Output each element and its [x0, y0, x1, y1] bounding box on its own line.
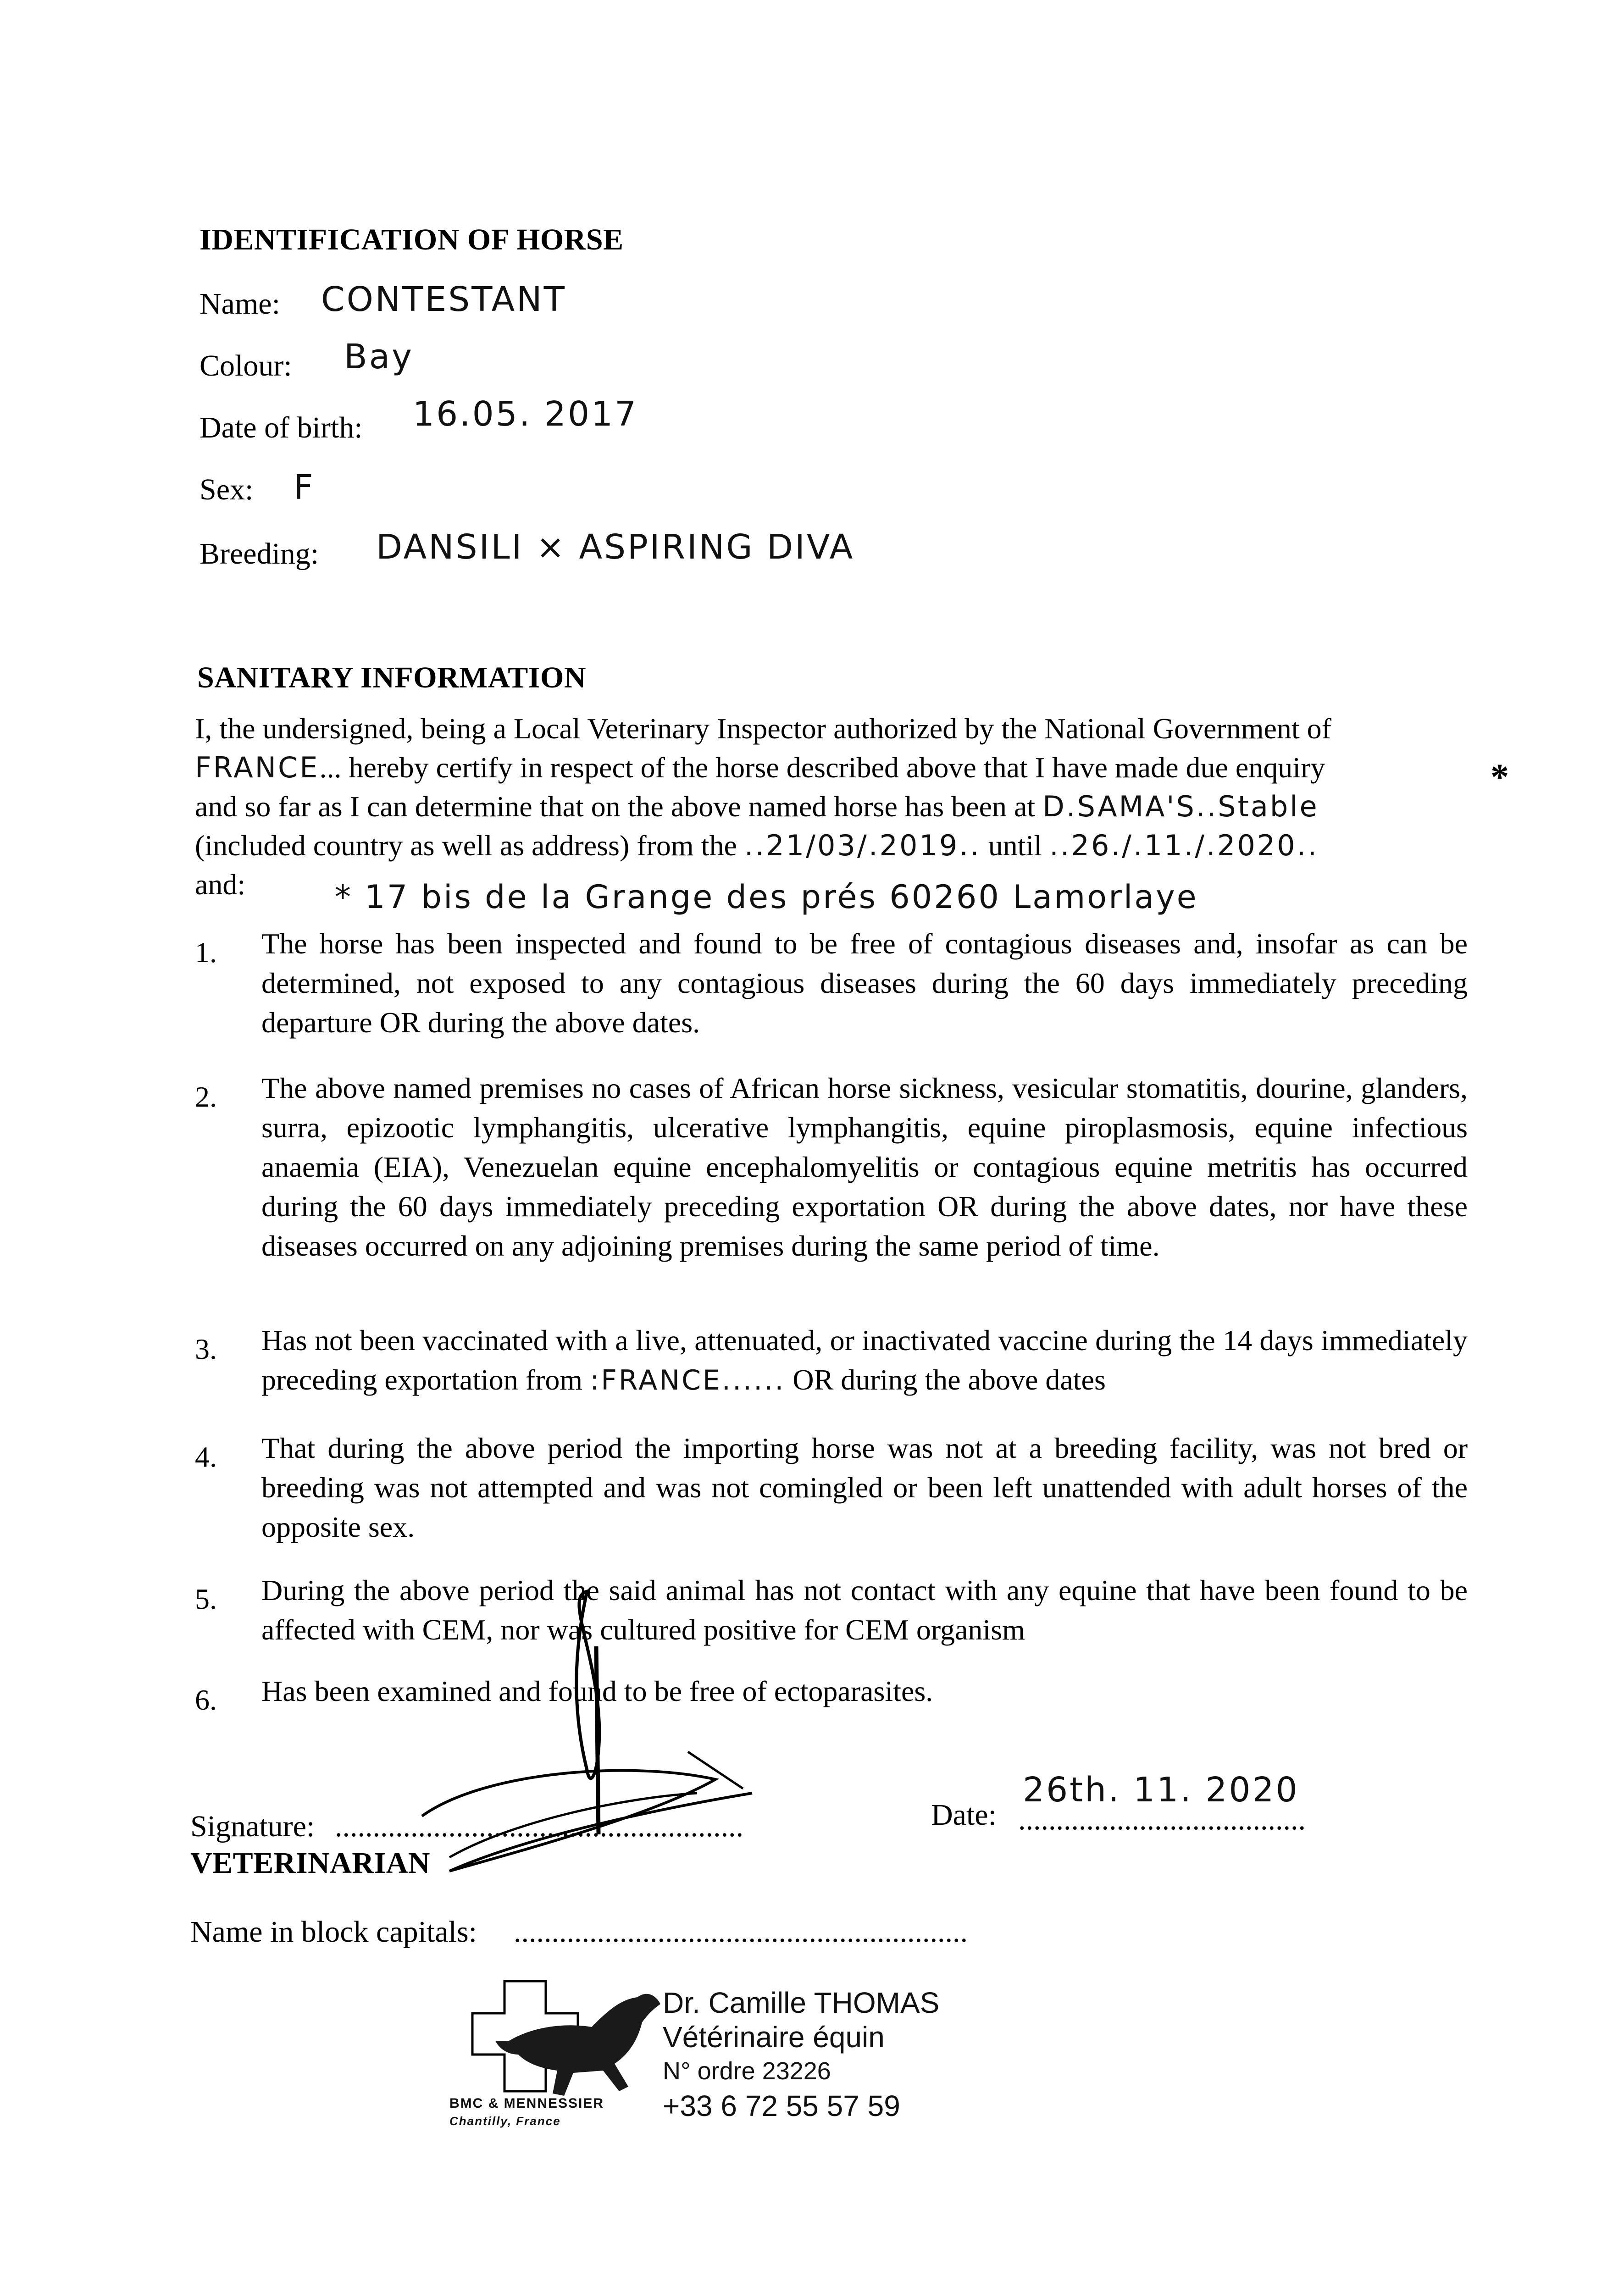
- item-3-country-value: :FRANCE......: [590, 1364, 786, 1396]
- breeding-label: Breeding:: [200, 537, 319, 570]
- item-6-text: Has been examined and found to be free of ectoparasites.: [261, 1675, 933, 1707]
- until-label: until: [988, 829, 1042, 862]
- name-value: CONTESTANT: [321, 280, 566, 319]
- item-1-number: 1.: [195, 936, 217, 969]
- block-capitals-label: Name in block capitals:: [190, 1915, 477, 1949]
- sanitary-line-2: [195, 748, 1325, 788]
- clinic-name: BMC & MENNESSIER: [449, 2096, 604, 2111]
- sanitary-line-3: [195, 786, 1319, 827]
- sex-label: Sex:: [200, 473, 254, 506]
- sex-value: F: [294, 468, 315, 507]
- sanitary-line-2-text: ... hereby certify in respect of the horse described above that I have made due enquiry: [319, 751, 1325, 784]
- vet-order-number: N° ordre 23226: [663, 2057, 831, 2085]
- from-date-value: ..21/03/.2019..: [744, 829, 981, 862]
- item-6-number: 6.: [195, 1684, 217, 1716]
- colour-value: Bay: [344, 337, 414, 377]
- country-value: FRANCE: [195, 751, 320, 784]
- item-5-number: 5.: [195, 1583, 217, 1615]
- vet-title: Vétérinaire équin: [663, 2021, 885, 2054]
- breeding-value: DANSILI × ASPIRING DIVA: [376, 527, 855, 567]
- sanitary-heading: SANITARY INFORMATION: [197, 661, 586, 694]
- dob-value: 16.05. 2017: [413, 394, 638, 434]
- date-value: 26th. 11. 2020: [1023, 1770, 1299, 1810]
- item-5-text: During the above period the said animal has not contact with any equine that have been found to be affected with CEM, nor was cultured positive for CEM organism: [261, 1574, 1468, 1646]
- address-value: * 17 bis de la Grange des prés 60260 Lamorlaye: [335, 878, 1198, 916]
- colour-label: Colour:: [200, 349, 292, 382]
- sanitary-line-3-text: and so far as I can determine that on the above named horse has been at: [195, 790, 1036, 823]
- signature-label: Signature:: [190, 1810, 315, 1843]
- until-date-value: ..26./.11./.2020..: [1049, 829, 1319, 862]
- item-3-text-b: OR during the above dates: [793, 1363, 1106, 1396]
- and-label: and:: [195, 868, 246, 901]
- item-3-text-a: Has not been vaccinated with a live, attenuated, or inactivated vaccine during the 14 days immediately preceding exportation from: [261, 1324, 1468, 1396]
- item-4-text: That during the above period the importing horse was not at a breeding facility, was not bred or breeding was not attempted and was not comingled or been left unattended with adult horses of the opposite sex.: [261, 1432, 1468, 1543]
- identification-heading: IDENTIFICATION OF HORSE: [200, 223, 624, 256]
- veterinarian-label: VETERINARIAN: [190, 1846, 431, 1880]
- dob-label: Date of birth:: [200, 411, 363, 444]
- vet-phone: +33 6 72 55 57 59: [663, 2089, 900, 2122]
- sanitary-line-4: [195, 825, 1319, 866]
- signature-dots: ......................................................: [335, 1810, 743, 1843]
- item-4-number: 4.: [195, 1440, 217, 1473]
- block-capitals-dots: ............................................................: [514, 1915, 968, 1949]
- name-label: Name:: [200, 287, 280, 321]
- item-1-text: The horse has been inspected and found to be free of contagious diseases and, insofar as can be determined, not exposed to any contagious diseases during the 60 days immediately preceding departure OR during the above dates.: [261, 927, 1468, 1039]
- date-dots: ......................................: [1018, 1803, 1306, 1836]
- premises-value: D.SAMA'S..Stable: [1042, 790, 1319, 823]
- veterinary-stamp: [440, 1967, 940, 2169]
- item-2-text: The above named premises no cases of African horse sickness, vesicular stomatitis, dourine, glanders, surra, epizootic lymphangitis, ulcerative lymphangitis, equine piroplasmosis, equine infectious anaemia (EIA), Venezuelan equine encephalomyelitis or contagious equine metritis has occurred during the 60 days immediately preceding exportation OR during the above dates, nor have these diseases occurred on any adjoining premises during the same period of time.: [261, 1072, 1468, 1262]
- item-2-number: 2.: [195, 1080, 217, 1113]
- date-label: Date:: [931, 1798, 997, 1832]
- sanitary-line-1: I, the undersigned, being a Local Veterinary Inspector authorized by the National Government of: [195, 712, 1331, 745]
- vet-name: Dr. Camille THOMAS: [663, 1986, 940, 2019]
- clinic-location: Chantilly, France: [449, 2114, 561, 2128]
- item-3-number: 3.: [195, 1333, 217, 1365]
- item-3-text: [261, 1321, 1468, 1400]
- asterisk-mark: *: [1491, 757, 1509, 798]
- signature-scrawl: [394, 1578, 807, 1908]
- sanitary-line-4-text: (included country as well as address) from the: [195, 829, 737, 862]
